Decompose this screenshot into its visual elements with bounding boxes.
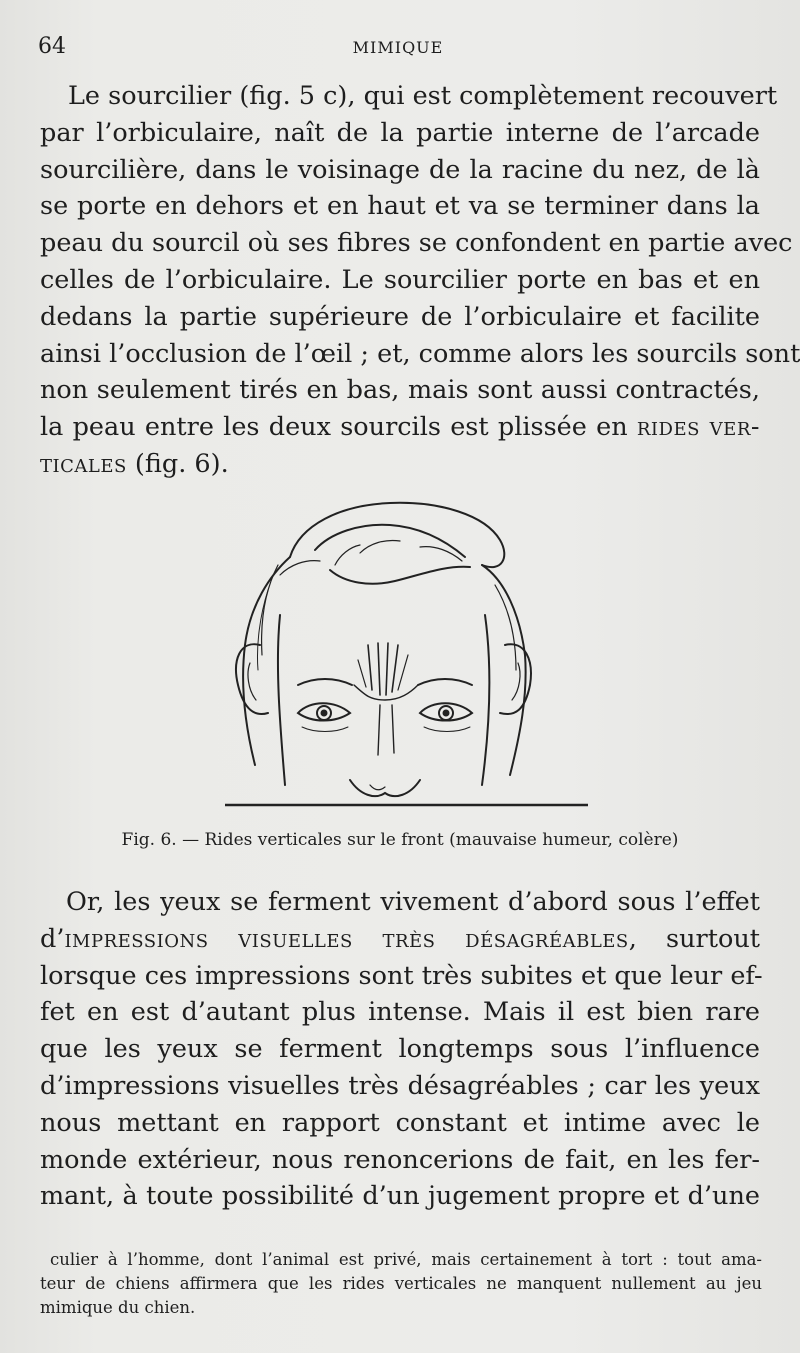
text-line: fet en est d’autant plus intense. Mais il est bien rare (40, 997, 760, 1028)
text-line: celles de l’orbiculaire. Le sourcilier porte en bas et en (40, 264, 760, 295)
footnote-line: mimique du chien. (40, 1298, 196, 1317)
small-caps-term: ticales (40, 448, 127, 479)
text-line: ainsi l’occlusion de l’œil ; et, comme alors les sourcils sont (40, 338, 800, 369)
text-line: Or, les yeux se ferment vivement d’abord sous l’effet (66, 887, 760, 917)
small-caps-term: rides ver- (636, 412, 760, 443)
face-illustration (220, 495, 590, 815)
text-line: que les yeux se ferment longtemps sous l’influence (40, 1034, 760, 1065)
footnote-line: culier à l’homme, dont l’animal est privé, mais certainement à tort : tout ama- (50, 1250, 762, 1269)
text-line (40, 409, 760, 446)
small-caps-term: impressions visuelles très désagréables (64, 923, 629, 954)
text-line: non seulement tirés en bas, mais sont aussi contractés, (40, 375, 760, 406)
text-line: sourcilière, dans le voisinage de la racine du nez, de là (40, 154, 760, 185)
footnote (40, 1248, 762, 1320)
page-number: 64 (38, 34, 66, 59)
paragraph-2 (40, 884, 763, 1215)
running-head: MIMIQUE (352, 38, 444, 57)
footnote-line: teur de chiens affirmera que les rides verticales ne manquent nullement au jeu (40, 1274, 762, 1293)
text-line: se porte en dehors et en haut et va se terminer dans la (40, 191, 760, 222)
text-run: (fig. 6). (126, 448, 229, 479)
text-line: peau du sourcil où ses fibres se confondent en partie avec (40, 228, 793, 259)
text-line: d’impressions visuelles très désagréables ; car les yeux (40, 1070, 760, 1101)
text-run: la peau entre les deux sourcils est plissée en (40, 412, 637, 443)
text-line (40, 921, 760, 958)
page-header (38, 34, 758, 64)
figure-caption: Fig. 6. — Rides verticales sur le front (mauvaise humeur, colère) (121, 830, 679, 850)
text-run: d’ (40, 923, 65, 954)
text-line (40, 446, 760, 483)
text-line: par l’orbiculaire, naît de la partie interne de l’arcade (40, 117, 760, 148)
text-run: , surtout (628, 923, 760, 954)
text-line: monde extérieur, nous renoncerions de fait, en les fer- (40, 1144, 760, 1175)
text-line: mant, à toute possibilité d’un jugement propre et d’une (40, 1181, 760, 1212)
text-line: nous mettant en rapport constant et intime avec le (40, 1107, 760, 1138)
paragraph-1 (40, 78, 800, 483)
text-line: dedans la partie supérieure de l’orbiculaire et facilite (40, 301, 760, 332)
text-line: lorsque ces impressions sont très subites et que leur ef- (40, 960, 763, 991)
text-line: Le sourcilier (fig. 5 c), qui est complètement recouvert (68, 81, 778, 111)
